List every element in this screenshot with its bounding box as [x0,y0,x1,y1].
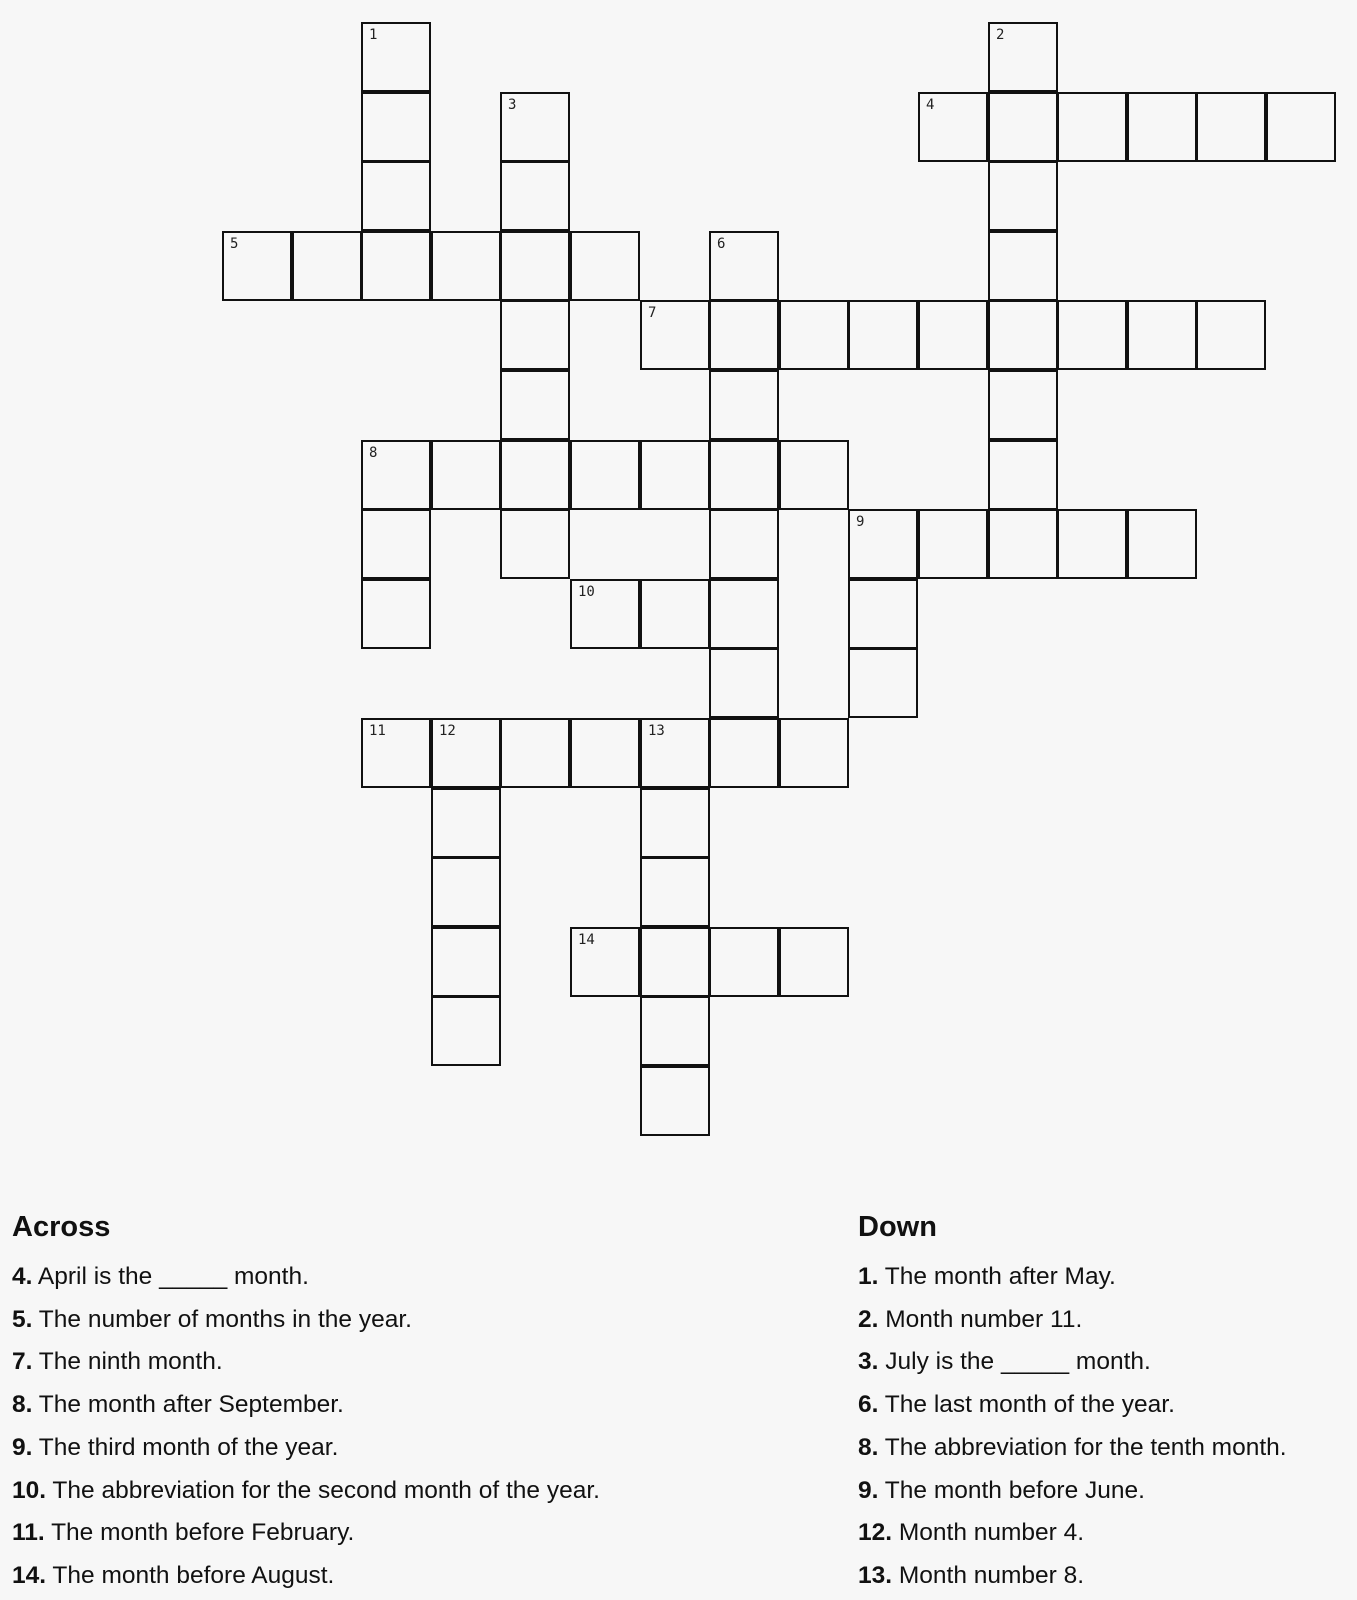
clue-label-number: 8. [12,1391,33,1419]
grid-cell[interactable] [431,440,501,510]
clue-text: July is the _____ month. [878,1348,1151,1376]
clue-label-number: 14. [12,1561,47,1589]
clue-number: 2 [996,27,1005,43]
clue-text: The last month of the year. [878,1391,1175,1419]
grid-cell[interactable] [640,440,710,510]
grid-cell[interactable] [709,370,779,440]
grid-cell[interactable] [709,300,779,370]
across-heading: Across [12,1211,111,1243]
grid-cell[interactable] [570,927,640,997]
grid-cell[interactable] [500,370,570,440]
clue-text: Month number 8. [892,1561,1085,1589]
across-clue[interactable] [12,1384,600,1427]
clue-label-number: 12. [858,1519,893,1547]
grid-cell[interactable] [779,718,849,788]
down-clue[interactable] [858,1512,1287,1555]
grid-cell[interactable] [500,231,570,301]
down-clue[interactable] [858,1427,1287,1470]
grid-cell[interactable] [988,509,1058,579]
grid-cell[interactable] [500,161,570,231]
grid-cell[interactable] [640,788,710,858]
clue-label-number: 10. [12,1476,47,1504]
grid-cell[interactable] [361,161,431,231]
grid-cell[interactable] [709,718,779,788]
clue-number: 9 [856,514,865,530]
grid-cell[interactable] [640,1066,710,1136]
clue-text: The third month of the year. [32,1433,339,1461]
clue-number: 11 [369,723,386,739]
grid-cell[interactable] [570,440,640,510]
across-clue[interactable] [12,1341,600,1384]
grid-cell[interactable] [848,300,918,370]
grid-cell[interactable] [570,231,640,301]
across-clue[interactable] [12,1555,600,1598]
clue-number: 10 [578,584,595,600]
grid-cell[interactable] [292,231,362,301]
grid-cell[interactable] [1057,92,1127,162]
clue-text: The month after September. [32,1391,344,1419]
grid-cell[interactable] [431,231,501,301]
clue-number: 8 [369,445,378,461]
grid-cell[interactable] [848,579,918,649]
clue-label-number: 8. [858,1433,879,1461]
across-clue-list [12,1256,600,1598]
clue-text: The month before February. [44,1519,355,1547]
clue-text: April is the _____ month. [32,1263,309,1290]
grid-cell[interactable] [709,440,779,510]
clue-label-number: 4. [12,1263,33,1290]
grid-cell[interactable] [361,440,431,510]
grid-cell[interactable] [431,788,501,858]
grid-cell[interactable] [1196,300,1266,370]
grid-cell[interactable] [709,927,779,997]
across-clues-section [12,1212,600,1598]
clue-number: 7 [648,305,657,321]
clue-number: 3 [508,97,517,113]
grid-cell[interactable] [500,718,570,788]
clue-label-number: 11. [12,1519,45,1547]
grid-cell[interactable] [848,509,918,579]
clue-number: 14 [578,932,595,948]
grid-cell[interactable] [709,648,779,718]
grid-cell[interactable] [570,718,640,788]
grid-cell[interactable] [431,718,501,788]
across-clue[interactable] [12,1427,600,1470]
clue-label-number: 13. [858,1561,893,1589]
clue-number: 1 [369,27,378,43]
grid-cell[interactable] [1196,92,1266,162]
clue-number: 4 [926,97,935,113]
grid-cell[interactable] [640,927,710,997]
grid-cell[interactable] [709,231,779,301]
across-clue[interactable] [12,1299,600,1342]
grid-cell[interactable] [1127,300,1197,370]
grid-cell[interactable] [779,440,849,510]
grid-cell[interactable] [361,509,431,579]
clue-text: The month before June. [878,1476,1145,1504]
down-clue[interactable] [858,1555,1287,1598]
across-clue[interactable] [12,1512,600,1555]
grid-cell[interactable] [1057,509,1127,579]
grid-cell[interactable] [640,996,710,1066]
clue-label-number: 3. [858,1348,879,1376]
grid-cell[interactable] [988,440,1058,510]
grid-cell[interactable] [988,231,1058,301]
grid-cell[interactable] [500,92,570,162]
grid-cell[interactable] [222,231,292,301]
grid-cell[interactable] [500,300,570,370]
clue-label-number: 7. [12,1348,33,1376]
grid-cell[interactable] [640,300,710,370]
grid-cell[interactable] [709,579,779,649]
clue-number: 5 [230,236,239,252]
clue-label-number: 6. [858,1391,879,1419]
across-clue[interactable] [12,1256,600,1299]
grid-cell[interactable] [1127,92,1197,162]
grid-cell[interactable] [431,927,501,997]
grid-cell[interactable] [570,579,640,649]
clue-label-number: 2. [858,1305,879,1333]
grid-cell[interactable] [361,92,431,162]
clue-label-number: 9. [12,1433,33,1461]
grid-cell[interactable] [848,648,918,718]
grid-cell[interactable] [640,857,710,927]
grid-cell[interactable] [640,718,710,788]
clue-text: The abbreviation for the second month of the year. [46,1476,600,1504]
down-heading: Down [858,1211,937,1243]
clue-label-number: 5. [12,1305,33,1333]
clue-label-number: 1. [858,1263,879,1290]
grid-cell[interactable] [709,509,779,579]
down-clue[interactable] [858,1341,1287,1384]
grid-cell[interactable] [361,718,431,788]
clue-text: The number of months in the year. [32,1305,412,1333]
grid-cell[interactable] [1266,92,1336,162]
clue-text: The ninth month. [32,1348,223,1376]
down-clue[interactable] [858,1384,1287,1427]
grid-cell[interactable] [1127,509,1197,579]
grid-cell[interactable] [988,161,1058,231]
clue-text: The month before August. [46,1561,335,1589]
clue-number: 12 [439,723,456,739]
clue-number: 13 [648,723,665,739]
grid-cell[interactable] [918,509,988,579]
clue-text: Month number 4. [892,1519,1085,1547]
clue-text: The month after May. [878,1263,1116,1290]
grid-cell[interactable] [500,509,570,579]
grid-cell[interactable] [500,440,570,510]
down-clue-list [858,1256,1287,1598]
grid-cell[interactable] [988,300,1058,370]
grid-cell[interactable] [431,857,501,927]
clue-number: 6 [717,236,726,252]
grid-cell[interactable] [988,92,1058,162]
down-clue[interactable] [858,1299,1287,1342]
clue-label-number: 9. [858,1476,879,1504]
down-clues-section [858,1212,1287,1598]
grid-cell[interactable] [361,231,431,301]
grid-cell[interactable] [779,300,849,370]
grid-cell[interactable] [361,579,431,649]
down-clue[interactable] [858,1470,1287,1513]
grid-cell[interactable] [779,927,849,997]
grid-cell[interactable] [640,579,710,649]
grid-cell[interactable] [918,92,988,162]
clue-text: The abbreviation for the tenth month. [878,1433,1287,1461]
grid-cell[interactable] [988,370,1058,440]
down-clue[interactable] [858,1256,1287,1299]
grid-cell[interactable] [918,300,988,370]
grid-cell[interactable] [361,22,431,92]
clue-text: Month number 11. [878,1305,1083,1333]
grid-cell[interactable] [1057,300,1127,370]
across-clue[interactable] [12,1470,600,1513]
grid-cell[interactable] [988,22,1058,92]
grid-cell[interactable] [431,996,501,1066]
